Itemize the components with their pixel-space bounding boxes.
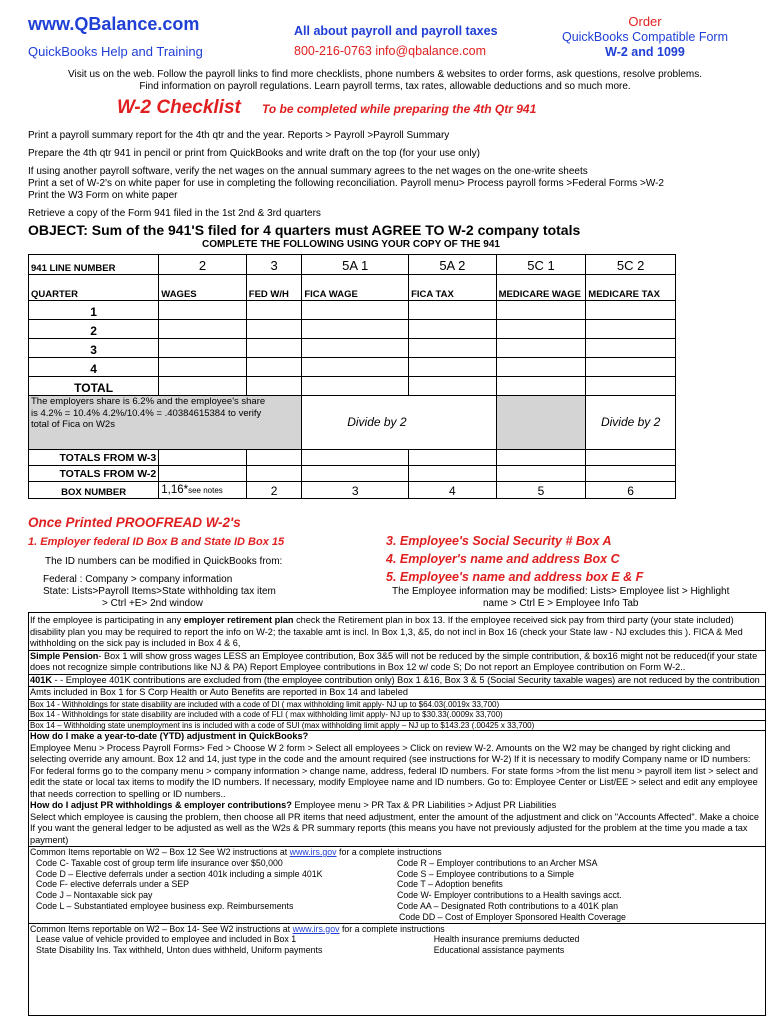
contact-info: 800-216-0763 info@qbalance.com (294, 44, 486, 58)
table-cell[interactable] (302, 466, 409, 482)
table-cell[interactable] (586, 358, 676, 377)
table-cell[interactable] (496, 358, 586, 377)
table-cell[interactable] (159, 339, 247, 358)
notes-box (28, 612, 766, 1016)
fica-note (29, 396, 302, 450)
checklist-title: W-2 Checklist (117, 97, 241, 118)
id-note: The ID numbers can be modified in QuickBooks from: (45, 556, 283, 567)
order-form-label: QuickBooks Compatible Form (561, 29, 729, 44)
table-cell[interactable] (246, 450, 302, 466)
table-cell[interactable] (302, 450, 409, 466)
fica-note-line: is 4.2% = 10.4% 4.2%/10.4% = .40384615384 to verify (31, 407, 262, 419)
table-cell[interactable] (496, 320, 586, 339)
quarter-row (29, 301, 676, 320)
quarter-row (29, 358, 676, 377)
table-cell[interactable] (586, 320, 676, 339)
retirement-note (29, 613, 765, 651)
step-3b: Print a set of W-2's on white paper for use in completing the following reconciliation. Payroll menu> Process payroll forms >Federal Forms >W-2 (28, 178, 664, 189)
note-text: Common Items reportable on W2 – Box 12 See W2 instructions at (30, 847, 290, 857)
table-cell[interactable] (496, 339, 586, 358)
line-number: 2 (159, 255, 247, 275)
table-cell[interactable] (159, 466, 247, 482)
table-cell[interactable] (586, 450, 676, 466)
adjust-answer: Select which employee is causing the problem, then choose all PR items that need adjustment, enter the amount of the adjustment and click on "Accounts Affected". Make a choice If you want the general ledger to be adjusted as well as the W2s & PR summary reports (this means you have not previously adjusted for the problem at the time you made a tax payment) (30, 811, 760, 845)
proofread-title: Once Printed PROOFREAD W-2's (28, 515, 241, 530)
table-cell[interactable] (409, 301, 497, 320)
ytd-adjustment (29, 731, 765, 847)
line-number: 5C 1 (496, 255, 586, 275)
box14-fli: Box 14 - Withholdings for state disability are included with a code of FLI ( max withholding limit apply- NJ up to $30.33(.0009x 33,700) (29, 710, 765, 721)
checklist-subtitle: To be completed while preparing the 4th Qtr 941 (262, 102, 537, 116)
totals-w2-label: TOTALS FROM W-2 (29, 466, 159, 482)
box14-di: Box 14 - Withholdings for state disability are included with a code of DI ( max withholding limit apply- NJ up to $64.03(.0019x 33,700) (29, 700, 765, 711)
table-cell[interactable] (409, 466, 497, 482)
totals-w3-row (29, 450, 676, 466)
simple-pension-note (29, 651, 765, 675)
ytd-answer: Employee Menu > Process Payroll Forms> Fed > Choose W 2 form > Select all employees > Click on review W-2. Amounts on the W2 may be changed by right clicking and selecting override any amount. Box 12 and 14, just type in the code and the amount required (see instructions for W-2) If it is necessary to modify Company name or ID numbers: For federal forms go to the company menu > company information > change name, address, federal ID numbers. For state forms >from the list menu > payroll item list > select and edit the state or local tax items to modify the ID numbers. If necessary, modify Employee name and ID numbers. Go to: Employee Center or List/EE > select and edit any employee that needs correction to spelling or ID numbers.. (30, 742, 758, 799)
box12-codes (29, 847, 765, 924)
box-number-first (159, 482, 247, 499)
box-number-row (29, 482, 676, 499)
order-label: Order (628, 14, 662, 29)
table-cell[interactable] (246, 377, 302, 396)
code-item: Code L – Substantiated employee business exp. Reimbursements (36, 900, 294, 911)
column-header-row (29, 275, 676, 301)
table-cell[interactable] (409, 358, 497, 377)
quarter-number: 1 (29, 301, 159, 320)
fica-note-row (29, 396, 676, 450)
visit-line-1: Visit us on the web. Follow the payroll links to find more checklists, phone numbers & websites to order forms, ask questions, resolve problems. (68, 69, 702, 80)
irs-link[interactable]: www.irs.gov (289, 847, 337, 857)
table-cell[interactable] (409, 339, 497, 358)
object-heading: OBJECT: Sum of the 941'S filed for 4 quarters must AGREE TO W-2 company totals (28, 222, 581, 238)
note-text: for a complete instructions (339, 923, 445, 934)
employee-info-path-1: The Employee information may be modified: Lists> Employee list > Highlight (392, 586, 730, 597)
quarter-row (29, 320, 676, 339)
line-number: 5A 2 (409, 255, 497, 275)
401k-note (29, 675, 765, 688)
state-path-2: > Ctrl +E> 2nd window (102, 598, 203, 609)
column-header: MEDICARE WAGE (496, 275, 586, 301)
table-cell[interactable] (496, 301, 586, 320)
code-item: Code F- elective deferrals under a SEP (36, 879, 190, 890)
code-item: Code T – Adoption benefits (397, 879, 503, 890)
state-path-1: State: Lists>Payroll Items>State withholding tax item (43, 586, 276, 597)
proofread-item-3: 3. Employee's Social Security # Box A (386, 534, 612, 548)
order-form-type: W-2 and 1099 (605, 44, 685, 59)
table-cell[interactable] (496, 377, 586, 396)
step-3c: Print the W3 Form on white paper (28, 190, 178, 201)
note-text: If the employee is participating in any (30, 615, 184, 625)
employee-info-path-2: name > Ctrl E > Employee Info Tab (483, 598, 639, 609)
code-item: Code R – Employer contributions to an Archer MSA (397, 857, 598, 868)
code-item: Code AA – Designated Roth contributions to a 401K plan (397, 900, 619, 911)
note-text: - Box 1 will show gross wages LESS an Employee contribution, Box 3&5 will not be reduced by the simple contribution, & box16 might not be reduced(if your state does not recognize simple contributions like NJ & PA) Report Employee contributions in Box 12 w/ code S; Do not report an Employee contribution on Form W-2.. (30, 650, 758, 672)
note-text: for a complete instructions (336, 847, 442, 857)
table-cell[interactable] (302, 377, 409, 396)
line-number: 3 (246, 255, 302, 275)
table-cell[interactable] (496, 466, 586, 482)
box-number: 6 (586, 482, 676, 499)
divide-by-2-medicare: Divide by 2 (586, 396, 676, 450)
table-cell[interactable] (246, 339, 302, 358)
line-number: 5C 2 (586, 255, 676, 275)
note-text: check the Retirement plan in box 13. If the employee received sick pay from third party (your state included) disability plan you may be required to report the info on W-2; the taxable amt is incl. In Box 1,3, &5, do not incl in Box 16 (check your State law - NJ excludes this ). FICA & Med withholding on the sick pay is included in Box 4 & 6, (30, 615, 743, 648)
code-item: Code J – Nontaxable sick pay (36, 890, 153, 901)
table-cell[interactable] (302, 339, 409, 358)
line-number-row (29, 255, 676, 275)
adjust-path: Employee menu > PR Tax & PR Liabilities > Adjust PR Liabilities (291, 800, 557, 810)
box14-sui: Box 14 – Withholding state unemployment ins is included with a code of SUI (max withholding limit apply – NJ up to $143.23 (.00425 x 33,700) (29, 721, 765, 732)
table-cell[interactable] (159, 301, 247, 320)
totals-w2-row (29, 466, 676, 482)
table-cell[interactable] (496, 450, 586, 466)
proofread-item-5: 5. Employee's name and address box E & F (386, 570, 644, 584)
note-bold: employer retirement plan (183, 615, 294, 625)
federal-path: Federal : Company > company information (43, 574, 233, 585)
irs-link[interactable]: www.irs.gov (292, 923, 340, 934)
code-item: Code S – Employee contributions to a Simple (397, 868, 575, 879)
column-header: WAGES (159, 275, 247, 301)
box-number-label: BOX NUMBER (29, 482, 159, 499)
table-cell[interactable] (586, 339, 676, 358)
box14-item: Educational assistance payments (433, 945, 565, 956)
table-cell[interactable] (159, 377, 247, 396)
box14-item: Health insurance premiums deducted (433, 934, 580, 945)
box-number: 2 (246, 482, 302, 499)
line-number: 5A 1 (302, 255, 409, 275)
reconciliation-table (28, 254, 676, 499)
code-item: Code C- Taxable cost of group term life insurance over $50,000 (36, 857, 283, 868)
column-header: FICA WAGE (302, 275, 409, 301)
step-1: Print a payroll summary report for the 4th qtr and the year. Reports > Payroll >Payroll Summary (28, 130, 450, 141)
header-mid-title: All about payroll and payroll taxes (294, 24, 498, 38)
code-item: Code D – Elective deferrals under a section 401k including a simple 401K (36, 868, 323, 879)
step-2: Prepare the 4th qtr 941 in pencil or print from QuickBooks and write draft on the top (for your use only) (28, 148, 480, 159)
table-cell[interactable] (586, 466, 676, 482)
box-number: 1,16* (161, 484, 189, 497)
table-cell[interactable] (302, 301, 409, 320)
box-number: 5 (496, 482, 586, 499)
see-notes: see notes (188, 486, 223, 496)
table-cell[interactable] (409, 450, 497, 466)
adjust-question: How do I adjust PR withholdings & employer contributions? (30, 800, 292, 810)
visit-line-2: Find information on payroll regulations. Learn payroll terms, tax rates, allowable deductions and so much more. (139, 81, 631, 92)
column-header: FED W/H (246, 275, 302, 301)
box-number: 3 (302, 482, 409, 499)
column-header: FICA TAX (409, 275, 497, 301)
order-forms-block[interactable] (555, 14, 735, 60)
table-cell[interactable] (159, 320, 247, 339)
box-number: 4 (409, 482, 497, 499)
site-link[interactable]: www.QBalance.com (28, 14, 200, 34)
box14-items (29, 924, 765, 956)
quarter-number: 3 (29, 339, 159, 358)
table-cell[interactable] (302, 320, 409, 339)
totals-w3-label: TOTALS FROM W-3 (29, 450, 159, 466)
box14-item: State Disability Ins. Tax withheld, Unton dues withheld, Uniform payments (36, 945, 323, 956)
ytd-question: How do I make a year-to-date (YTD) adjustment in QuickBooks? (30, 731, 309, 741)
total-label: TOTAL (29, 377, 159, 396)
complete-instruction: COMPLETE THE FOLLOWING USING YOUR COPY OF THE 941 (202, 239, 500, 250)
table-cell[interactable] (246, 320, 302, 339)
s-corp-note: Amts included in Box 1 for S Corp Health or Auto Benefits are reported in Box 14 and labeled (29, 687, 765, 700)
table-cell[interactable] (409, 320, 497, 339)
total-row (29, 377, 676, 396)
table-cell[interactable] (159, 358, 247, 377)
table-cell[interactable] (246, 301, 302, 320)
column-header: MEDICARE TAX (586, 275, 676, 301)
step-3a: If using another payroll software, verify the net wages on the annual summary agrees to the net wages on the one-write sheets (28, 166, 588, 177)
proofread-item-4: 4. Employer's name and address Box C (386, 552, 620, 566)
code-item: Code W- Employer contributions to a Health savings acct. (397, 890, 622, 901)
line-number-label: 941 LINE NUMBER (29, 255, 159, 275)
note-bold: Simple Pension (30, 650, 99, 661)
table-cell[interactable] (246, 466, 302, 482)
proofread-item-1: 1. Employer federal ID Box B and State ID Box 15 (28, 536, 285, 548)
table-cell[interactable] (409, 377, 497, 396)
table-cell[interactable] (159, 450, 247, 466)
step-4: Retrieve a copy of the Form 941 filed in the 1st 2nd & 3rd quarters (28, 208, 321, 219)
note-text: Common Items reportable on W2 – Box 14- See W2 instructions at (30, 923, 293, 934)
box14-item: Lease value of vehicle provided to employee and included in Box 1 (36, 934, 297, 945)
quarter-number: 4 (29, 358, 159, 377)
divide-by-2-fica: Divide by 2 (302, 396, 409, 450)
table-cell[interactable] (246, 358, 302, 377)
quarter-label: QUARTER (29, 275, 159, 301)
site-subtitle: QuickBooks Help and Training (28, 44, 203, 59)
table-cell[interactable] (302, 358, 409, 377)
fica-note-line: The employers share is 6.2% and the employee's share (31, 396, 266, 407)
fica-note-line: total of Fica on W2s (31, 419, 115, 430)
code-item: Code DD – Cost of Employer Sponsored Health Coverage (399, 911, 626, 922)
note-text: - - Employee 401K contributions are excluded from (the employee contribution only) Box 1 &16, Box 3 & 5 (Social Security taxable wages) are not reduced by the contribution (51, 674, 760, 685)
quarter-number: 2 (29, 320, 159, 339)
note-bold: 401K (30, 674, 52, 685)
table-cell[interactable] (586, 301, 676, 320)
quarter-row (29, 339, 676, 358)
table-cell[interactable] (586, 377, 676, 396)
